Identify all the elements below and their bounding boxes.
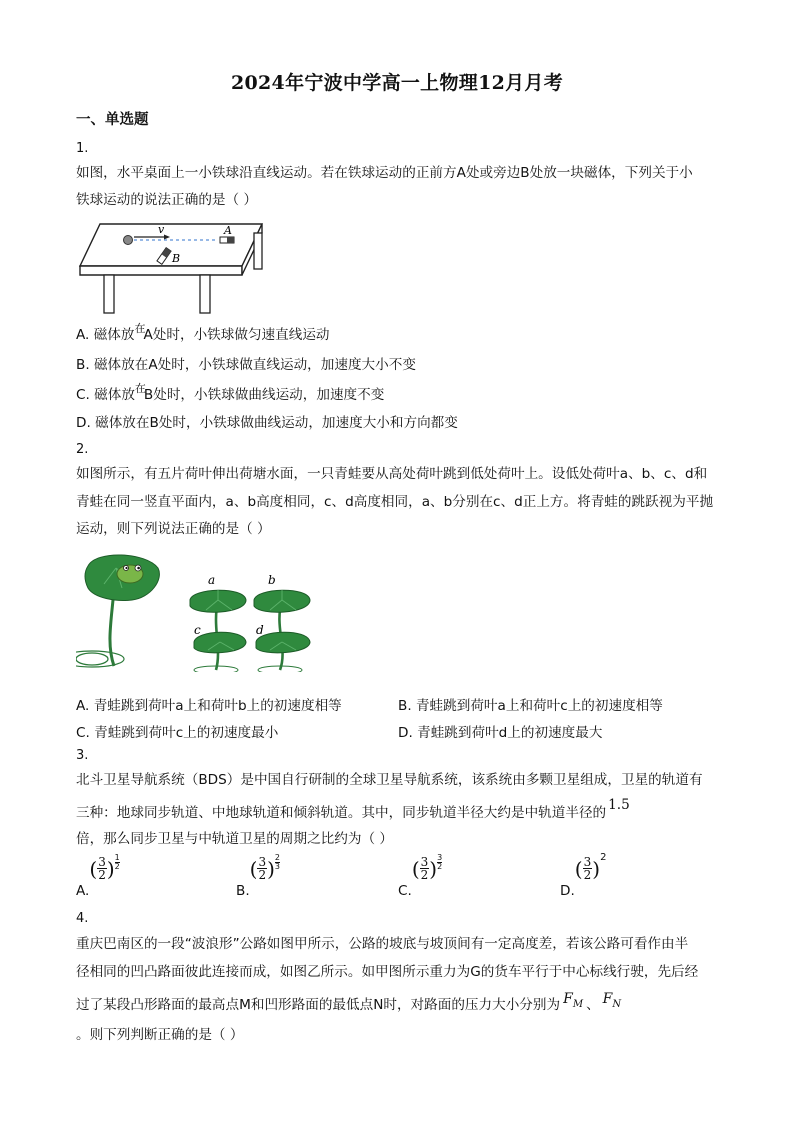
q2-fig-b-label: b [268, 573, 276, 587]
q3-ratio-value: 1.5 [608, 797, 630, 813]
page-title: 2024年宁波中学高一上物理12月月考 [230, 72, 564, 94]
q1-fig-v-label: v [158, 223, 165, 236]
q3-stem-line3: 倍，那么同步卫星与中轨道卫星的周期之比约为（ ） [76, 831, 393, 847]
q2-option-a[interactable]: A. 青蛙跳到荷叶a上和荷叶b上的初速度相等 [76, 698, 342, 714]
q1-stem-line1: 如图，水平桌面上一小铁球沿直线运动。若在铁球运动的正前方A处或旁边B处放一块磁体，下列关于小 [76, 165, 693, 181]
q1-option-a[interactable]: A. 磁体放$^在$A处时，小铁球做匀速直线运动 [76, 322, 330, 343]
section-heading: 一、单选题 [76, 112, 149, 128]
q2-lotus-figure [76, 548, 332, 672]
q2-stem-line3: 运动，则下列说法正确的是（ ） [76, 521, 271, 537]
q2-fig-d-label: d [256, 623, 264, 637]
q4-number: 4. [76, 911, 89, 926]
q3-stem-line1: 北斗卫星导航系统（BDS）是中国自行研制的全球卫星导航系统，该系统由多颗卫星组成，卫星的轨道有 [76, 772, 703, 788]
q3-option-b[interactable]: B.( $\frac{3}{2}$ ) $\frac{2}{3}$ [236, 853, 281, 899]
q1-option-b[interactable]: B. 磁体放在A处时，小铁球做直线运动，加速度大小不变 [76, 357, 416, 373]
q1-option-d[interactable]: D. 磁体放在B处时，小铁球做曲线运动，加速度大小和方向都变 [76, 415, 458, 431]
q4-stem-line4: 。则下列判断正确的是（ ） [76, 1027, 244, 1043]
q3-number: 3. [76, 748, 89, 763]
q3-stem-line2: 三种：地球同步轨道、中地球轨道和倾斜轨道。其中，同步轨道半径大约是中轨道半径的 1.5 [76, 797, 630, 821]
q1-fig-b-label: B [172, 252, 181, 265]
q2-fig-a-label: a [208, 573, 216, 587]
q2-number: 2. [76, 442, 89, 457]
q4-stem-line1: 重庆巴南区的一段“波浪形”公路如图甲所示，公路的坡底与坡顶间有一定高度差，若该公路可看作由半 [76, 936, 689, 952]
q2-option-c[interactable]: C. 青蛙跳到荷叶c上的初速度最小 [76, 725, 279, 741]
q3-option-d[interactable]: D.( $\frac{3}{2}$ )2 [560, 852, 607, 899]
q1-stem-line2: 铁球运动的说法正确的是（ ） [76, 192, 258, 208]
q1-number: 1. [76, 141, 89, 156]
q1-fig-a-label: A [224, 224, 232, 237]
q2-stem-line2: 青蛙在同一竖直平面内，a、b高度相同，c、d高度相同，a、b分别在c、d正上方。将青蛙的跳跃视为平抛 [76, 494, 714, 510]
q1-option-c[interactable]: C. 磁体放$^在$B处时，小铁球做曲线运动，加速度不变 [76, 382, 385, 403]
q3-option-a[interactable]: A.( $\frac{3}{2}$ ) $\frac{1}{2}$ [76, 853, 120, 899]
q1-table-figure [76, 218, 268, 316]
q2-stem-line1: 如图所示，有五片荷叶伸出荷塘水面，一只青蛙要从高处荷叶跳到低处荷叶上。设低处荷叶a、b、c、d和 [76, 466, 708, 482]
q4-stem-line2: 径相同的凹凸路面彼此连接而成，如图乙所示。如甲图所示重力为G的货车平行于中心标线行驶，先后经 [76, 964, 699, 980]
q2-option-b[interactable]: B. 青蛙跳到荷叶a上和荷叶c上的初速度相等 [398, 698, 663, 714]
q2-option-d[interactable]: D. 青蛙跳到荷叶d上的初速度最大 [398, 725, 603, 741]
q4-force-fm: $F_M$ [563, 991, 584, 1010]
q3-option-c[interactable]: C.( $\frac{3}{2}$ ) $\frac{3}{2}$ [398, 853, 443, 899]
q4-stem-line3: 过了某段凸形路面的最高点M和凹形路面的最低点N时，对路面的压力大小分别为 $F_M$ 、 $F_N$ [76, 991, 622, 1013]
q4-force-fn: $F_N$ [602, 991, 622, 1010]
q2-fig-c-label: c [194, 623, 201, 637]
